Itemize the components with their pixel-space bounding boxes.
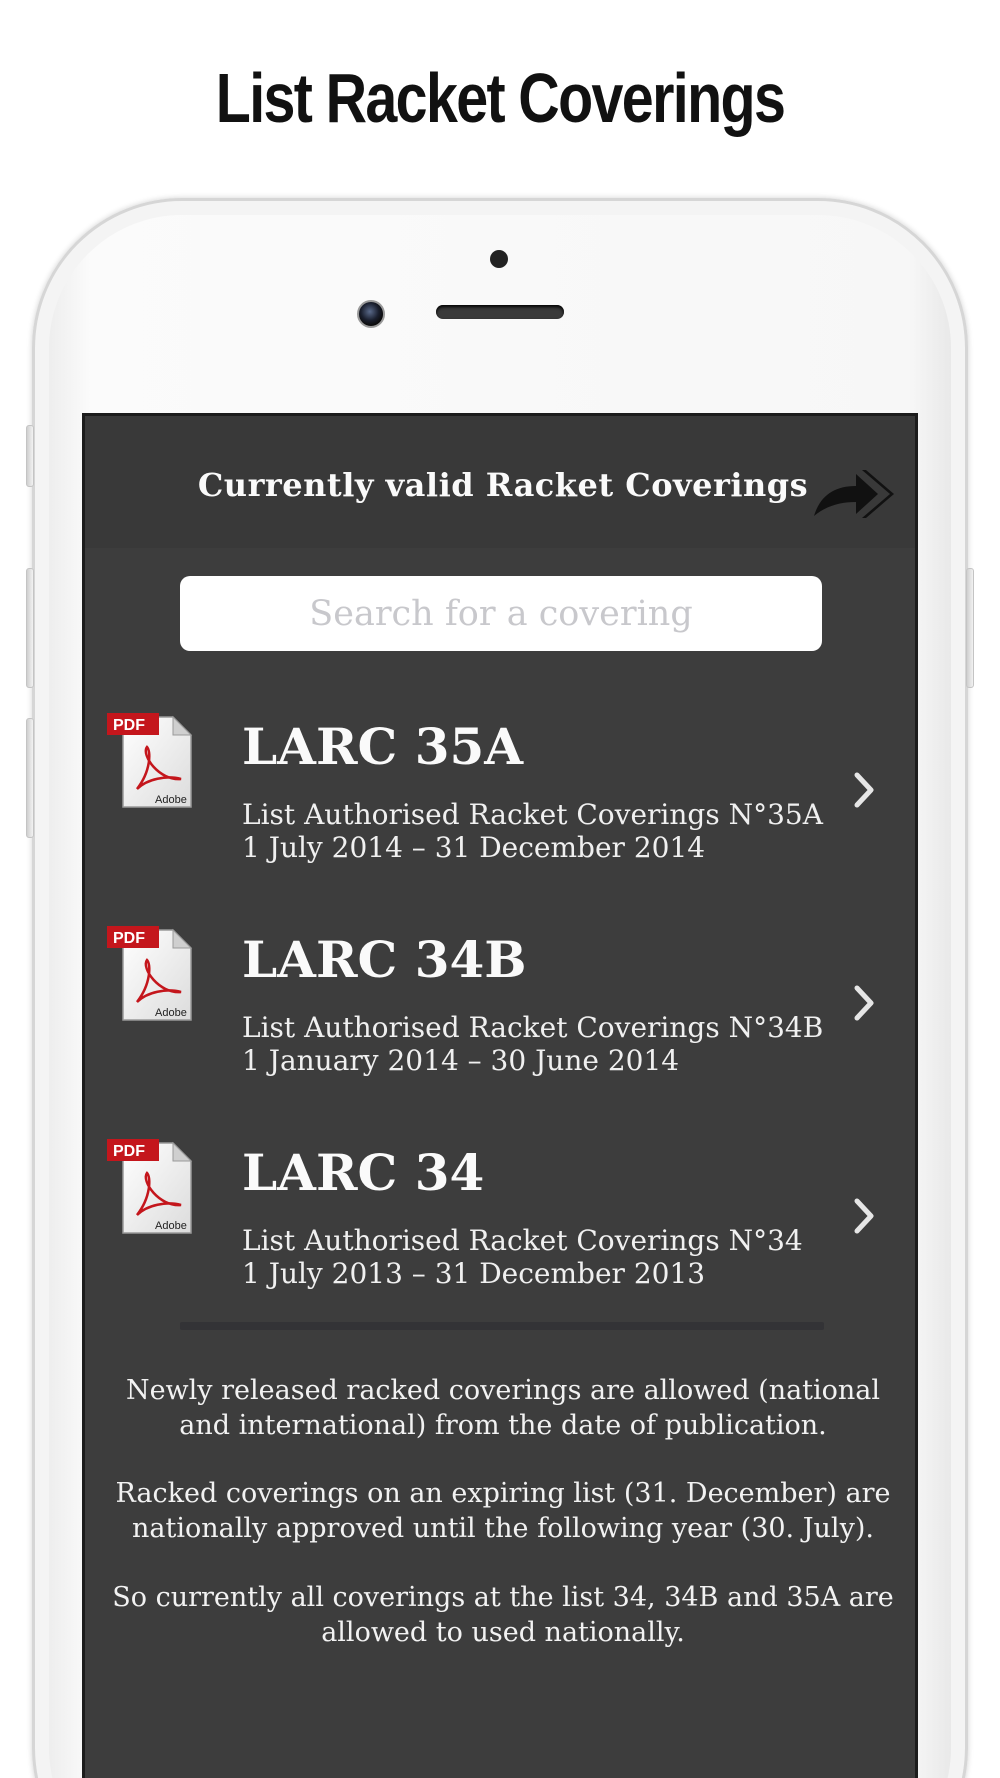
document-subtitle: List Authorised Racket Coverings N°35A <box>242 798 823 831</box>
info-line: and international) from the date of publication. <box>179 1410 827 1441</box>
document-dates: 1 July 2013 – 31 December 2013 <box>242 1257 706 1290</box>
info-line: allowed to used nationally. <box>321 1617 685 1648</box>
adobe-label: Adobe <box>155 1007 187 1019</box>
info-line: Racked coverings on an expiring list (31. December) are <box>115 1478 891 1509</box>
document-row[interactable] <box>85 1137 918 1337</box>
pdf-icon <box>107 924 197 1024</box>
document-dates: 1 January 2014 – 30 June 2014 <box>242 1044 680 1077</box>
chevron-right-icon <box>853 771 877 809</box>
document-title: LARC 34B <box>242 930 527 989</box>
info-line: Newly released racked coverings are allowed (national <box>125 1375 881 1406</box>
info-paragraph <box>105 1373 901 1443</box>
adobe-label: Adobe <box>155 1220 187 1232</box>
share-arrow-icon[interactable] <box>812 466 894 521</box>
document-subtitle: List Authorised Racket Coverings N°34 <box>242 1224 803 1257</box>
section-divider <box>180 1322 824 1330</box>
document-row[interactable] <box>85 924 918 1124</box>
adobe-label: Adobe <box>155 794 187 806</box>
pdf-badge: PDF <box>113 1143 145 1160</box>
chevron-right-icon <box>853 1197 877 1235</box>
pdf-badge: PDF <box>113 930 145 947</box>
info-line: nationally approved until the following year (30. July). <box>132 1513 874 1544</box>
power-button <box>966 568 974 688</box>
search-input[interactable] <box>180 576 822 651</box>
proximity-sensor <box>490 250 508 268</box>
info-line: So currently all coverings at the list 34, 34B and 35A are <box>112 1582 894 1613</box>
info-paragraph <box>105 1476 901 1546</box>
volume-up-button <box>26 568 34 688</box>
front-camera <box>357 300 385 328</box>
document-subtitle: List Authorised Racket Coverings N°34B <box>242 1011 824 1044</box>
info-paragraph <box>105 1580 901 1650</box>
promo-title: List Racket Coverings <box>215 59 785 137</box>
earpiece-speaker <box>436 305 564 319</box>
pdf-badge: PDF <box>113 717 145 734</box>
nav-title: Currently valid Racket Coverings <box>197 466 809 504</box>
pdf-icon <box>107 711 197 811</box>
pdf-icon <box>107 1137 197 1237</box>
app-screen <box>82 413 918 1778</box>
document-title: LARC 34 <box>242 1143 485 1202</box>
document-dates: 1 July 2014 – 31 December 2014 <box>242 831 706 864</box>
navigation-bar <box>85 416 915 548</box>
chevron-right-icon <box>853 984 877 1022</box>
document-row[interactable] <box>85 711 918 911</box>
mute-switch <box>26 425 34 487</box>
volume-down-button <box>26 718 34 838</box>
document-title: LARC 35A <box>242 717 524 776</box>
